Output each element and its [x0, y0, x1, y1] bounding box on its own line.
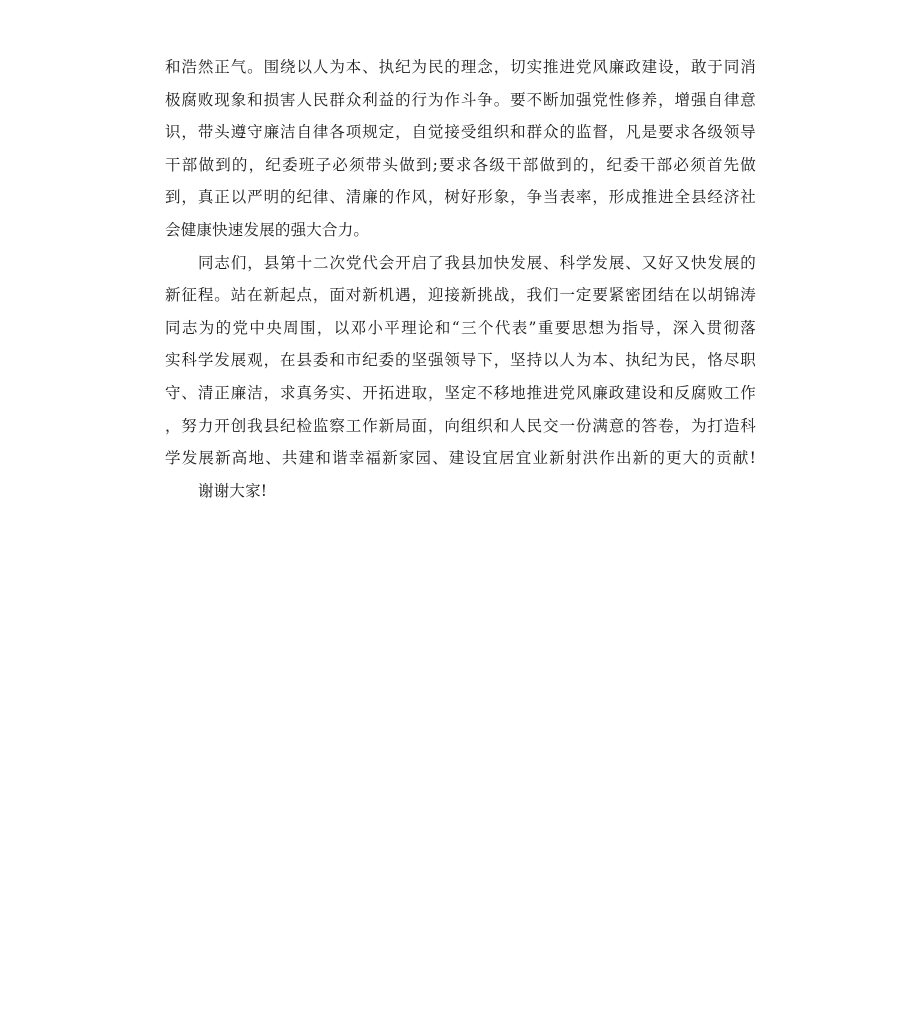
text-line: 会健康快速发展的强大合力。 — [165, 220, 370, 239]
paragraph-2 — [165, 247, 756, 475]
text-line: 极腐败现象和损害人民群众利益的行为作斗争。要不断加强党性修养，增强自律意 — [165, 90, 756, 109]
paragraph-1 — [165, 51, 756, 247]
closing-line: 谢谢大家! — [198, 481, 268, 500]
text-line: 到，真正以严明的纪律、清廉的作风，树好形象，争当表率，形成推进全县经济社 — [165, 188, 756, 207]
text-line: 和浩然正气。围绕以人为本、执纪为民的理念，切实推进党风廉政建设，敢于同消 — [165, 58, 756, 76]
document-body — [165, 51, 756, 507]
text-line: 新征程。站在新起点，面对新机遇，迎接新挑战，我们一定要紧密团结在以胡锦涛 — [165, 286, 756, 305]
text-line: 实科学发展观，在县委和市纪委的坚强领导下，坚持以人为本、执纪为民，恪尽职 — [165, 351, 756, 370]
text-line: 干部做到的，纪委班子必须带头做到;要求各级干部做到的，纪委干部必须首先做 — [165, 155, 756, 174]
text-line: 守、清正廉洁，求真务实、开拓进取，坚定不移地推进党风廉政建设和反腐败工作 — [165, 383, 756, 402]
text-line: 识，带头遵守廉洁自律各项规定，自觉接受组织和群众的监督，凡是要求各级领导 — [165, 123, 756, 142]
text-line: 同志为的党中央周围，以邓小平理论和“三个代表”重要思想为指导，深入贯彻落 — [165, 318, 756, 337]
text-line: 学发展新高地、共建和谐幸福新家园、建设宜居宜业新射洪作出新的更大的贡献! — [165, 449, 756, 468]
paragraph-3 — [165, 475, 756, 508]
text-line: 同志们，县第十二次党代会开启了我县加快发展、科学发展、又好又快发展的 — [198, 253, 756, 272]
text-line: ，努力开创我县纪检监察工作新局面，向组织和人民交一份满意的答卷，为打造科 — [165, 416, 756, 435]
